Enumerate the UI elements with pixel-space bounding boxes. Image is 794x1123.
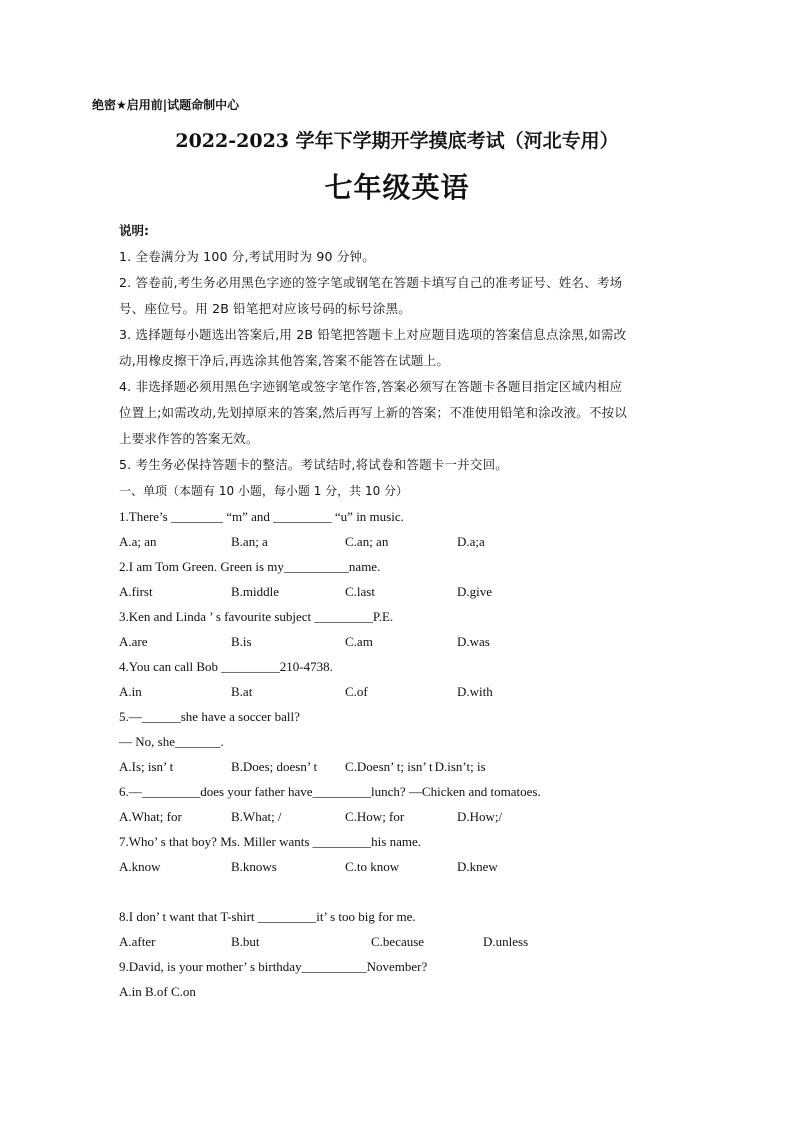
question-options [119,804,679,829]
option-d: D.knew [457,859,498,874]
option-a: A.after [119,934,156,949]
option-b: B.knows [231,859,277,874]
option-a: A.a; an [119,534,157,549]
question-stem-answer: — No, she_______. [119,734,224,749]
option-c: C.am [345,634,373,649]
confidential-mark: 绝密★启用前|试题命制中心 [92,98,240,112]
question-stem: 3.Ken and Linda ’ s favourite subject _________P.E. [119,609,394,624]
question-stem: 8.I don’ t want that T-shirt _________it’ s too big for me. [119,909,416,924]
question-stem: 6.—_________does your father have_________lunch? —Chicken and tomatoes. [119,784,541,799]
exam-subject: 七年级英语 [324,171,470,204]
note-line: 1. 全卷满分为 100 分,考试用时为 90 分钟。 [119,249,375,264]
question-options [119,629,679,654]
section-heading: 一、单项（本题有 10 小题，每小题 1 分，共 10 分） [119,484,409,498]
option-c: C.Doesn’ t; isn’ t [345,759,433,774]
question-stem: 5.—______she have a soccer ball? [119,709,300,724]
option-a: A.first [119,584,153,599]
question-stem: 9.David, is your mother’ s birthday__________November? [119,959,428,974]
option-d: D.unless [483,934,529,949]
question-options-inline: A.in B.of C.on [119,984,196,999]
option-a: A.Is; isn’ t [119,759,174,774]
option-a: A.are [119,634,148,649]
note-line: 动,用橡皮擦干净后,再选涂其他答案,答案不能答在试题上。 [119,353,450,368]
option-d: D.isn’t; is [434,759,486,774]
note-line: 3. 选择题每小题选出答案后,用 2B 铅笔把答题卡上对应题目选项的答案信息点涂黑,如需改 [119,327,627,342]
note-line: 号、座位号。用 2B 铅笔把对应该号码的标号涂黑。 [119,301,411,316]
option-b: B.is [231,634,252,649]
question-options [119,929,679,954]
option-d: D.was [457,634,490,649]
note-line: 上要求作答的答案无效。 [119,431,259,446]
question-stem: 2.I am Tom Green. Green is my__________name. [119,559,381,574]
option-c: C.How; for [345,809,405,824]
option-d: D.How;/ [457,809,503,824]
notes-label: 说明: [119,223,149,238]
option-c: C.because [371,934,425,949]
question-options [119,854,679,879]
question-options [119,529,679,554]
option-b: B.at [231,684,253,699]
question-options [119,679,679,704]
option-b: B.an; a [231,534,268,549]
option-c: C.last [345,584,375,599]
option-b: B.middle [231,584,280,599]
question-options [119,579,679,604]
option-d: D.give [457,584,493,599]
spacer [119,879,679,904]
question-stem: 4.You can call Bob _________210-4738. [119,659,333,674]
exam-title: 2022-2023 学年下学期开学摸底考试（河北专用） [175,130,619,152]
note-line: 5. 考生务必保持答题卡的整洁。考试结时,将试卷和答题卡一并交回。 [119,457,508,472]
option-b: B.but [231,934,260,949]
option-a: A.know [119,859,161,874]
option-b: B.Does; doesn’ t [231,759,318,774]
option-d: D.with [457,684,493,699]
option-c: C.to know [345,859,400,874]
option-d: D.a;a [457,534,485,549]
question-stem: 7.Who’ s that boy? Ms. Miller wants _________his name. [119,834,421,849]
option-a: A.in [119,684,142,699]
note-line: 位置上;如需改动,先划掉原来的答案,然后再写上新的答案；不准使用铅笔和涂改液。不按以 [119,405,628,420]
option-c: C.of [345,684,368,699]
question-stem: 1.There’s ________ “m” and _________ “u” in music. [119,509,404,524]
question-options [119,754,679,779]
note-line: 2. 答卷前,考生务必用黑色字迹的签字笔或钢笔在答题卡填写自己的准考证号、姓名、考场 [119,275,623,290]
option-b: B.What; / [231,809,282,824]
option-c: C.an; an [345,534,389,549]
option-a: A.What; for [119,809,182,824]
note-line: 4. 非选择题必须用黑色字迹钢笔或签字笔作答,答案必须写在答题卡各题目指定区域内相应 [119,379,623,394]
exam-content [119,218,679,1004]
